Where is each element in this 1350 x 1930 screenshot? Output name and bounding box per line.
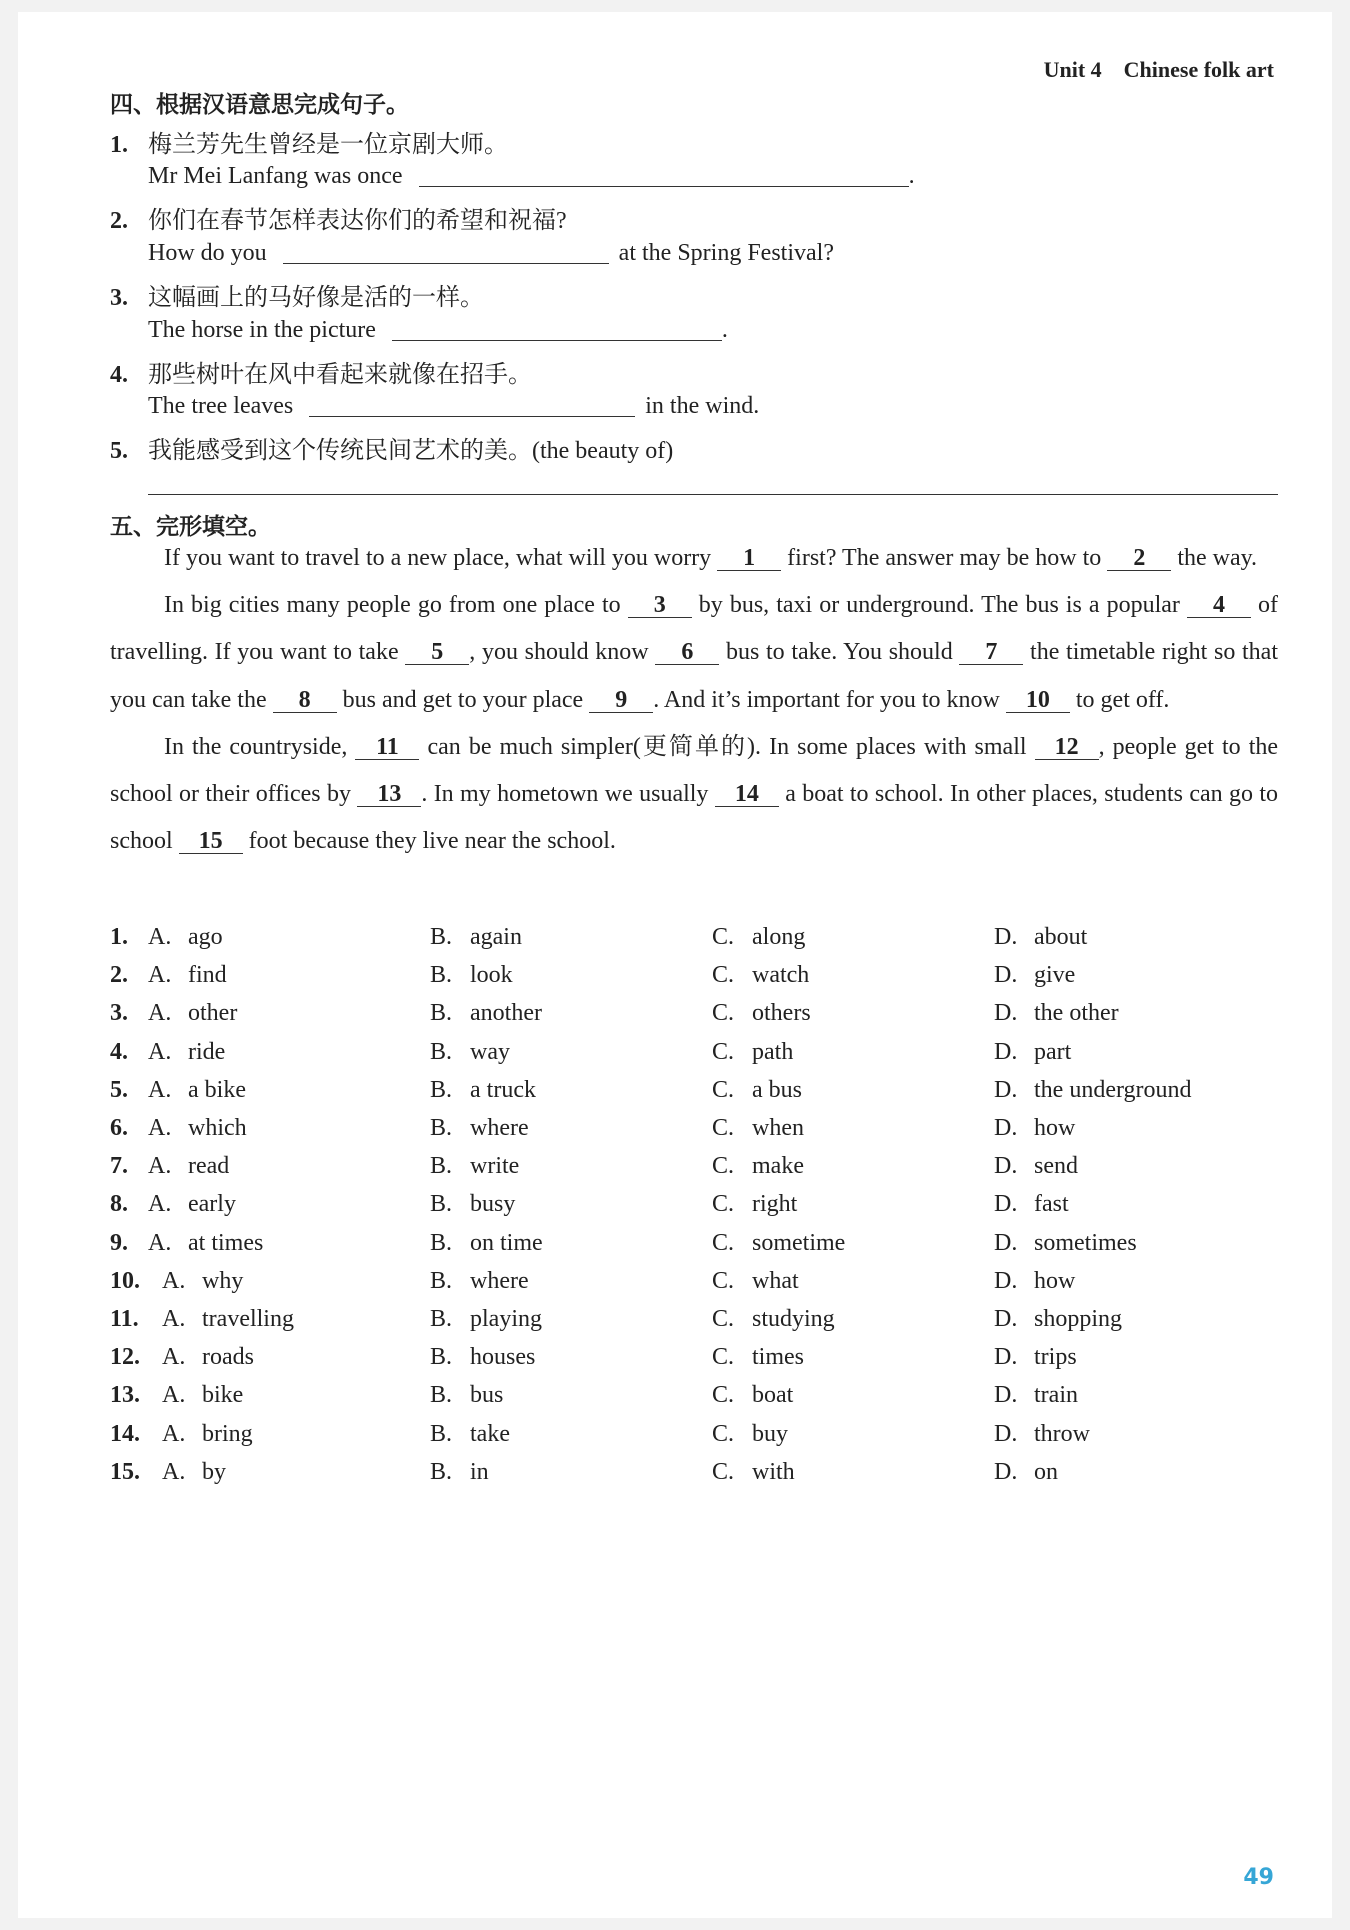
- option-b[interactable]: [430, 1077, 536, 1104]
- option-c[interactable]: [712, 1191, 797, 1218]
- option-letter: D.: [994, 1229, 1018, 1256]
- option-text: another: [470, 1000, 542, 1027]
- option-letter: B.: [430, 1344, 453, 1371]
- option-c[interactable]: [712, 1230, 845, 1257]
- option-text: train: [1034, 1382, 1078, 1409]
- option-text: right: [752, 1191, 798, 1218]
- option-letter: B.: [430, 1076, 453, 1103]
- section-5-title: 五、完形填空。: [110, 514, 271, 540]
- option-d[interactable]: [994, 1268, 1075, 1295]
- cloze-blank-14[interactable]: 14: [715, 782, 779, 807]
- option-c[interactable]: [712, 1382, 793, 1409]
- option-text: busy: [470, 1191, 516, 1218]
- cloze-blank-3[interactable]: 3: [628, 593, 692, 618]
- option-text: fast: [1034, 1191, 1069, 1218]
- option-text: times: [752, 1344, 804, 1371]
- option-text: the other: [1034, 1000, 1119, 1027]
- option-a[interactable]: [162, 1268, 243, 1295]
- option-row: [110, 1421, 1310, 1461]
- option-row: [110, 962, 1310, 1002]
- option-letter: B.: [430, 1153, 453, 1180]
- option-a[interactable]: [148, 1115, 247, 1142]
- option-c[interactable]: [712, 1000, 811, 1027]
- option-text: sometime: [752, 1229, 846, 1256]
- q2-english: How do you at the Spring Festival?: [148, 240, 834, 266]
- option-b[interactable]: [430, 1421, 510, 1448]
- option-row: [110, 1306, 1310, 1346]
- option-c[interactable]: [712, 962, 809, 989]
- question-number: 4.: [110, 1038, 128, 1065]
- option-a[interactable]: [148, 1077, 246, 1104]
- option-letter: D.: [994, 1000, 1018, 1027]
- option-letter: A.: [162, 1420, 186, 1447]
- option-text: where: [470, 1267, 529, 1294]
- option-d[interactable]: [994, 1382, 1078, 1409]
- q4-answer-blank[interactable]: [309, 392, 635, 417]
- option-letter: C.: [712, 1306, 735, 1332]
- q3-chinese: 3. 这幅画上的马好像是活的一样。: [110, 285, 484, 311]
- option-c[interactable]: [712, 1268, 799, 1295]
- option-letter: C.: [712, 1420, 735, 1447]
- option-letter: C.: [712, 1000, 735, 1027]
- option-text: early: [188, 1191, 236, 1218]
- q3-answer-blank[interactable]: [392, 316, 722, 341]
- option-letter: B.: [430, 924, 453, 950]
- question-number: 5.: [110, 1076, 128, 1103]
- option-text: watch: [752, 962, 810, 989]
- option-text: playing: [470, 1306, 542, 1332]
- question-number: 2.: [110, 962, 128, 989]
- option-text: throw: [1034, 1420, 1090, 1447]
- option-text: part: [1034, 1038, 1072, 1065]
- option-text: when: [752, 1115, 804, 1141]
- option-letter: A.: [148, 1000, 172, 1027]
- option-text: write: [470, 1153, 520, 1180]
- q2-answer-blank[interactable]: [283, 239, 609, 264]
- option-letter: A.: [162, 1382, 186, 1409]
- option-text: take: [470, 1420, 510, 1447]
- cloze-blank-11[interactable]: 11: [355, 735, 419, 760]
- cloze-blank-6[interactable]: 6: [655, 640, 719, 665]
- option-d[interactable]: [994, 1344, 1077, 1371]
- option-row: [110, 1459, 1310, 1499]
- option-letter: B.: [430, 1038, 453, 1065]
- option-b[interactable]: [430, 1039, 510, 1066]
- option-text: with: [752, 1458, 795, 1485]
- cloze-blank-2[interactable]: 2: [1107, 546, 1171, 571]
- option-text: make: [752, 1153, 804, 1180]
- cloze-blank-9[interactable]: 9: [589, 688, 653, 713]
- question-number: 9.: [110, 1229, 128, 1256]
- option-b[interactable]: [430, 1153, 519, 1180]
- option-text: at times: [188, 1229, 264, 1256]
- option-text: what: [752, 1267, 799, 1294]
- option-letter: C.: [712, 1191, 735, 1218]
- option-a[interactable]: [162, 1344, 254, 1371]
- option-a[interactable]: [162, 1421, 253, 1448]
- option-text: where: [470, 1115, 529, 1141]
- option-a[interactable]: [148, 1039, 225, 1066]
- question-number: 10.: [110, 1267, 140, 1294]
- option-text: trips: [1034, 1344, 1077, 1371]
- option-d[interactable]: [994, 1077, 1192, 1104]
- option-letter: D.: [994, 1458, 1018, 1485]
- option-text: path: [752, 1038, 794, 1065]
- option-letter: A.: [148, 1229, 172, 1256]
- option-text: again: [470, 924, 522, 950]
- option-letter: A.: [148, 1038, 172, 1065]
- option-text: the underground: [1034, 1076, 1192, 1103]
- cloze-blank-5[interactable]: 5: [405, 640, 469, 665]
- option-text: along: [752, 924, 806, 950]
- option-text: studying: [752, 1306, 835, 1332]
- q4-english: The tree leaves in the wind.: [148, 393, 760, 419]
- option-row: [110, 1039, 1310, 1079]
- page-number: 49: [1243, 1865, 1274, 1890]
- option-letter: A.: [162, 1267, 186, 1294]
- option-c[interactable]: [712, 1115, 804, 1142]
- option-b[interactable]: [430, 1000, 542, 1027]
- option-text: on time: [470, 1229, 543, 1256]
- option-b[interactable]: [430, 1344, 535, 1371]
- option-b[interactable]: [430, 1230, 543, 1257]
- option-letter: B.: [430, 962, 453, 989]
- option-row: [110, 1153, 1310, 1193]
- option-a[interactable]: [162, 1306, 294, 1333]
- option-d[interactable]: [994, 1306, 1122, 1333]
- option-text: ago: [188, 924, 223, 950]
- option-letter: D.: [994, 1420, 1018, 1447]
- option-text: ride: [188, 1038, 226, 1065]
- option-row: [110, 1344, 1310, 1384]
- option-text: boat: [752, 1382, 794, 1409]
- cloze-passage: [110, 535, 1278, 865]
- option-b[interactable]: [430, 1115, 529, 1142]
- option-letter: C.: [712, 962, 735, 989]
- option-b[interactable]: [430, 1306, 542, 1333]
- question-number: 6.: [110, 1115, 128, 1141]
- option-text: a bike: [188, 1076, 246, 1103]
- option-text: sometimes: [1034, 1229, 1137, 1256]
- option-letter: A.: [148, 1076, 172, 1103]
- q1-chinese: 1. 梅兰芳先生曾经是一位京剧大师。: [110, 132, 508, 158]
- option-a[interactable]: [148, 1000, 237, 1027]
- option-text: on: [1034, 1458, 1058, 1485]
- option-c[interactable]: [712, 924, 805, 951]
- cloze-paragraph-1: If you want to travel to a new place, what will you worry 1 first? The answer may be how to 2 the way.: [164, 545, 1258, 571]
- question-number: 7.: [110, 1153, 128, 1180]
- option-letter: C.: [712, 1344, 735, 1371]
- option-text: in: [470, 1458, 489, 1485]
- question-number: 13.: [110, 1382, 140, 1409]
- option-letter: A.: [148, 1191, 172, 1218]
- option-letter: C.: [712, 1153, 735, 1180]
- option-c[interactable]: [712, 1153, 804, 1180]
- question-number: 14.: [110, 1420, 140, 1447]
- option-letter: D.: [994, 1191, 1018, 1218]
- option-c[interactable]: [712, 1306, 835, 1333]
- option-letter: D.: [994, 962, 1018, 989]
- option-letter: D.: [994, 1038, 1018, 1065]
- option-letter: D.: [994, 924, 1018, 950]
- option-letter: B.: [430, 1458, 453, 1485]
- option-letter: D.: [994, 1153, 1018, 1180]
- q3-english: The horse in the picture .: [148, 317, 728, 343]
- option-a[interactable]: [148, 1153, 229, 1180]
- option-d[interactable]: [994, 1421, 1090, 1448]
- option-text: how: [1034, 1115, 1076, 1141]
- option-letter: B.: [430, 1000, 453, 1027]
- option-text: bike: [202, 1382, 244, 1409]
- option-a[interactable]: [148, 1191, 236, 1218]
- option-text: a bus: [752, 1076, 802, 1103]
- option-letter: A.: [148, 924, 172, 950]
- option-d[interactable]: [994, 1230, 1137, 1257]
- option-row: [110, 924, 1310, 964]
- option-text: others: [752, 1000, 811, 1027]
- option-d[interactable]: [994, 1459, 1058, 1486]
- worksheet-page: [18, 12, 1332, 1918]
- question-number: 3.: [110, 1000, 128, 1027]
- option-text: houses: [470, 1344, 536, 1371]
- option-b[interactable]: [430, 962, 513, 989]
- option-letter: C.: [712, 1458, 735, 1485]
- option-row: [110, 1191, 1310, 1231]
- option-text: read: [188, 1153, 230, 1180]
- option-letter: B.: [430, 1229, 453, 1256]
- option-b[interactable]: [430, 924, 522, 951]
- option-c[interactable]: [712, 1459, 795, 1486]
- q1-english: Mr Mei Lanfang was once .: [148, 163, 915, 189]
- option-text: why: [202, 1267, 244, 1294]
- option-letter: B.: [430, 1382, 453, 1409]
- cloze-blank-15[interactable]: 15: [179, 829, 243, 854]
- question-number: 11.: [110, 1306, 139, 1332]
- option-text: send: [1034, 1153, 1078, 1180]
- option-letter: C.: [712, 1076, 735, 1103]
- option-b[interactable]: [430, 1459, 489, 1486]
- option-a[interactable]: [148, 962, 227, 989]
- option-letter: D.: [994, 1076, 1018, 1103]
- option-text: which: [188, 1115, 247, 1141]
- option-letter: D.: [994, 1344, 1018, 1371]
- option-d[interactable]: [994, 1000, 1119, 1027]
- cloze-blank-13[interactable]: 13: [357, 782, 421, 807]
- option-text: bus: [470, 1382, 504, 1409]
- option-letter: B.: [430, 1306, 453, 1332]
- option-letter: C.: [712, 1229, 735, 1256]
- option-text: roads: [202, 1344, 254, 1371]
- option-letter: C.: [712, 924, 735, 950]
- option-letter: C.: [712, 1382, 735, 1409]
- cloze-blank-12[interactable]: 12: [1035, 735, 1099, 760]
- option-b[interactable]: [430, 1268, 529, 1295]
- option-d[interactable]: [994, 1115, 1075, 1142]
- question-number: 15.: [110, 1458, 140, 1485]
- option-a[interactable]: [162, 1459, 226, 1486]
- option-d[interactable]: [994, 1153, 1078, 1180]
- option-text: shopping: [1034, 1306, 1123, 1332]
- cloze-paragraph-2: In big cities many people go from one place to 3 by bus, taxi or underground. The bus is a popular 4 of travelling. If you want to take 5 , you should know 6 bus to take. You should 7 the timetable right so that you can take the 8 bus and get to your place 9 . And it’s important for you to know 10 to get off.: [110, 592, 1279, 713]
- option-row: [110, 1268, 1310, 1308]
- option-letter: A.: [162, 1344, 186, 1371]
- option-text: by: [202, 1458, 226, 1485]
- option-d[interactable]: [994, 962, 1075, 989]
- option-a[interactable]: [148, 1230, 263, 1257]
- option-text: travelling: [202, 1306, 294, 1332]
- option-text: give: [1034, 962, 1076, 989]
- cloze-paragraph-3: In the countryside, 11 can be much simpler(更简单的). In some places with small 12 , people get to the school or their offices by 13 . In my hometown we usually 14 a boat to school. In other places, students can go to school 15 foot because they live near the school.: [110, 733, 1279, 855]
- option-letter: B.: [430, 1191, 453, 1218]
- q5-chinese: 5. 我能感受到这个传统民间艺术的美。(the beauty of): [110, 438, 674, 464]
- option-c[interactable]: [712, 1039, 793, 1066]
- option-text: about: [1034, 924, 1088, 950]
- option-letter: A.: [162, 1306, 186, 1332]
- question-number: 1.: [110, 924, 128, 950]
- cloze-blank-4[interactable]: 4: [1187, 593, 1251, 618]
- option-letter: A.: [148, 1153, 172, 1180]
- q1-answer-blank[interactable]: [419, 162, 909, 187]
- cloze-blank-1[interactable]: 1: [717, 546, 781, 571]
- option-d[interactable]: [994, 924, 1087, 951]
- option-letter: A.: [162, 1458, 186, 1485]
- cloze-blank-10[interactable]: 10: [1006, 688, 1070, 713]
- option-b[interactable]: [430, 1382, 503, 1409]
- option-d[interactable]: [994, 1039, 1071, 1066]
- option-text: other: [188, 1000, 238, 1027]
- option-row: [110, 1115, 1310, 1155]
- option-letter: B.: [430, 1115, 453, 1141]
- option-letter: C.: [712, 1267, 735, 1294]
- option-text: bring: [202, 1420, 253, 1447]
- option-c[interactable]: [712, 1344, 804, 1371]
- option-text: find: [188, 962, 227, 989]
- section-4-title: 四、根据汉语意思完成句子。: [110, 92, 409, 118]
- question-number: 8.: [110, 1191, 128, 1218]
- cloze-blank-7[interactable]: 7: [959, 640, 1023, 665]
- cloze-blank-8[interactable]: 8: [273, 688, 337, 713]
- option-letter: C.: [712, 1038, 735, 1065]
- question-number: 12.: [110, 1344, 140, 1371]
- header-unit: Unit 4: [1043, 57, 1102, 82]
- option-d[interactable]: [994, 1191, 1069, 1218]
- q5-answer-line[interactable]: [148, 494, 1278, 495]
- option-text: a truck: [470, 1076, 536, 1103]
- option-c[interactable]: [712, 1077, 802, 1104]
- option-letter: B.: [430, 1420, 453, 1447]
- option-text: way: [470, 1038, 510, 1065]
- option-letter: C.: [712, 1115, 735, 1141]
- option-letter: D.: [994, 1306, 1018, 1332]
- option-row: [110, 1077, 1310, 1117]
- option-b[interactable]: [430, 1191, 515, 1218]
- option-letter: D.: [994, 1115, 1018, 1141]
- q4-chinese: 4. 那些树叶在风中看起来就像在招手。: [110, 362, 532, 388]
- option-text: look: [470, 962, 513, 989]
- option-letter: A.: [148, 962, 172, 989]
- option-row: [110, 1000, 1310, 1040]
- option-letter: D.: [994, 1267, 1018, 1294]
- page-header: [1044, 57, 1274, 83]
- option-a[interactable]: [162, 1382, 243, 1409]
- option-a[interactable]: [148, 924, 223, 951]
- option-letter: B.: [430, 1267, 453, 1294]
- option-c[interactable]: [712, 1421, 788, 1448]
- option-row: [110, 1382, 1310, 1422]
- option-row: [110, 1230, 1310, 1270]
- option-letter: A.: [148, 1115, 172, 1141]
- header-title: Chinese folk art: [1123, 57, 1274, 82]
- option-text: how: [1034, 1267, 1076, 1294]
- option-text: buy: [752, 1420, 788, 1447]
- option-letter: D.: [994, 1382, 1018, 1409]
- q2-chinese: 2. 你们在春节怎样表达你们的希望和祝福?: [110, 208, 567, 234]
